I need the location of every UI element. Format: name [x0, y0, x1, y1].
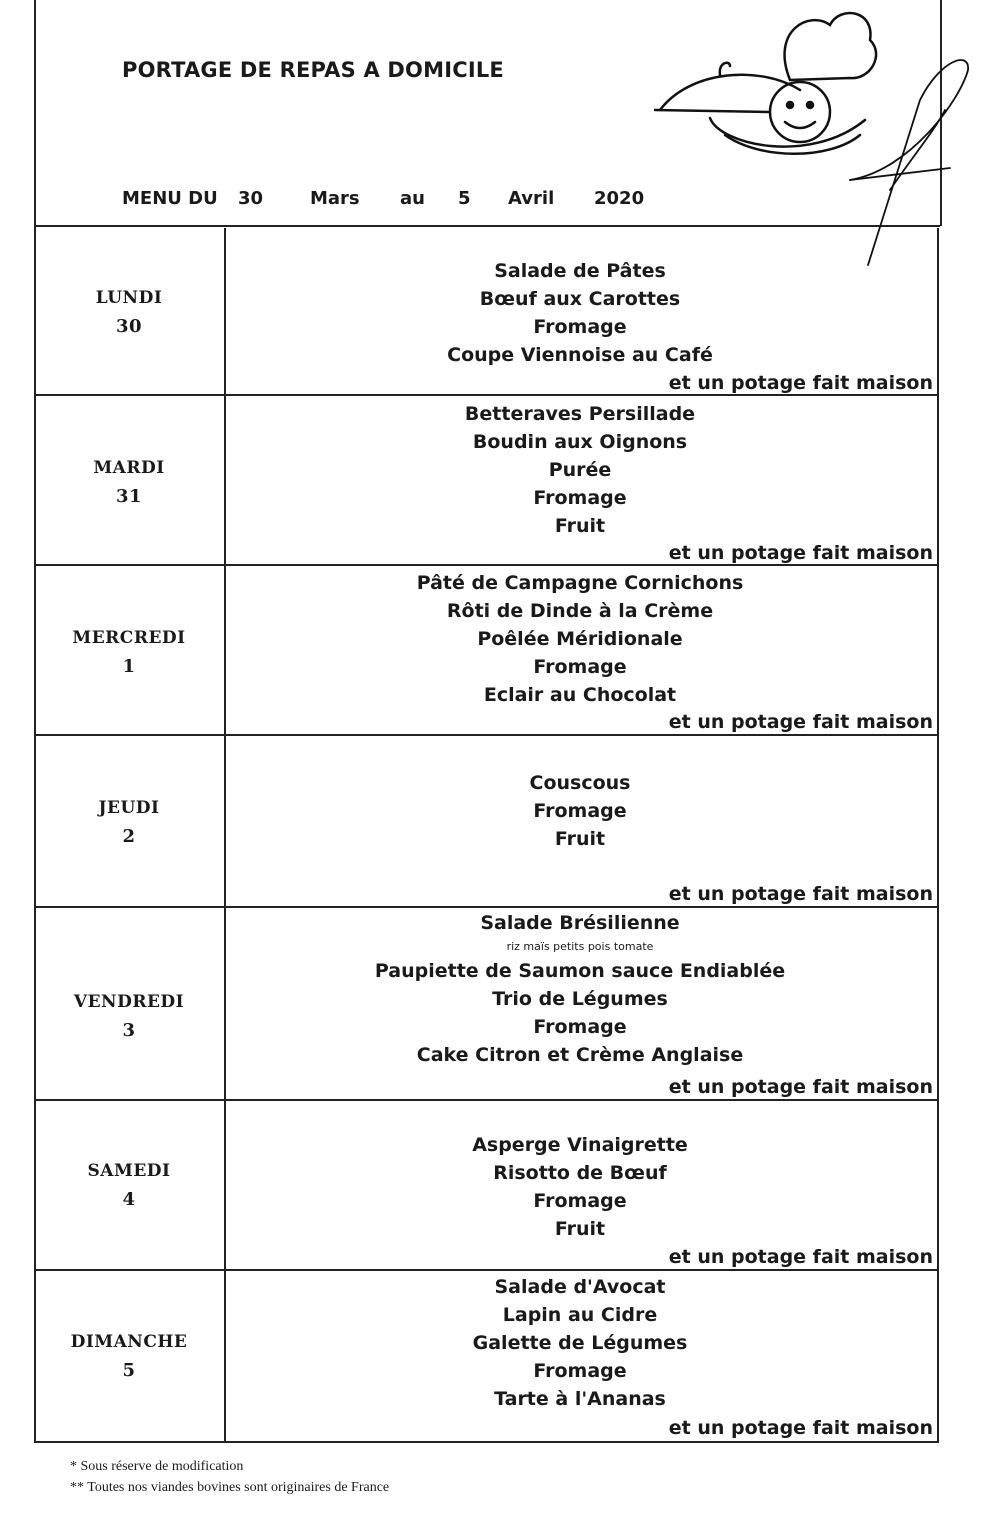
day-number: 1: [122, 656, 136, 677]
row-divider: [224, 228, 226, 396]
day-number: 31: [115, 486, 143, 507]
dish: Salade d'Avocat: [494, 1276, 666, 1298]
dish-list: [227, 769, 933, 853]
potage-note: et un potage fait maison: [668, 711, 933, 733]
dish-note: riz maïs petits pois tomate: [506, 940, 654, 953]
year: 2020: [594, 188, 645, 209]
dish: Fromage: [533, 800, 627, 822]
day-row: [34, 1101, 939, 1271]
day-row: [34, 736, 939, 908]
day-label: [34, 1332, 224, 1381]
dish: Fruit: [554, 515, 606, 537]
day-name: DIMANCHE: [70, 1332, 188, 1352]
day-label: [34, 288, 224, 337]
dish: Galette de Légumes: [472, 1332, 688, 1354]
page-title: PORTAGE DE REPAS A DOMICILE: [122, 58, 504, 82]
dish: Fromage: [533, 1360, 627, 1382]
row-bottom: [34, 1441, 939, 1443]
day-number: 3: [122, 1020, 136, 1041]
day-label: [34, 1161, 224, 1210]
dish: Betteraves Persillade: [464, 403, 696, 425]
dish: Rôti de Dinde à la Crème: [446, 600, 714, 622]
footnotes: [70, 1456, 389, 1498]
day-name: VENDREDI: [73, 992, 185, 1012]
dish: Purée: [548, 459, 612, 481]
row-right: [937, 736, 939, 908]
dish-list: [227, 909, 933, 1069]
dish: Fromage: [533, 1190, 627, 1212]
day-row: [34, 396, 939, 566]
row-divider: [224, 1271, 226, 1443]
day-name: JEUDI: [98, 798, 160, 818]
menu-label: MENU DU: [122, 188, 218, 209]
day-name: SAMEDI: [87, 1161, 171, 1181]
start-month: Mars: [310, 188, 360, 209]
day-row: [34, 566, 939, 736]
potage-note: et un potage fait maison: [668, 372, 933, 394]
row-right: [937, 1101, 939, 1271]
end-month: Avril: [508, 188, 555, 209]
dish: Coupe Viennoise au Café: [447, 344, 713, 366]
row-right: [937, 396, 939, 566]
day-row: [34, 908, 939, 1101]
dish: Cake Citron et Crème Anglaise: [416, 1044, 744, 1066]
potage-note: et un potage fait maison: [668, 542, 933, 564]
dish: Fruit: [554, 828, 606, 850]
dish-list: [227, 257, 933, 369]
row-right: [937, 228, 939, 396]
day-label: [34, 798, 224, 847]
day-label: [34, 992, 224, 1041]
dish: Fruit: [554, 1218, 606, 1240]
dish: Fromage: [533, 316, 627, 338]
potage-note: et un potage fait maison: [668, 883, 933, 905]
connector: au: [400, 188, 425, 209]
row-divider: [224, 1101, 226, 1271]
dish: Paupiette de Saumon sauce Endiablée: [374, 960, 786, 982]
potage-note: et un potage fait maison: [668, 1076, 933, 1098]
dish-list: [227, 400, 933, 540]
dish: Tarte à l'Ananas: [494, 1388, 666, 1410]
day-number: 4: [122, 1189, 136, 1210]
day-number: 30: [115, 316, 143, 337]
row-right: [937, 1271, 939, 1443]
day-label: [34, 628, 224, 677]
day-row: [34, 1271, 939, 1443]
dish: Salade Brésilienne: [480, 912, 680, 934]
row-divider: [224, 908, 226, 1101]
end-day: 5: [458, 188, 471, 209]
row-divider: [224, 396, 226, 566]
dish: Lapin au Cidre: [502, 1304, 658, 1326]
row-divider: [224, 736, 226, 908]
day-number: 2: [122, 826, 136, 847]
dish: Salade de Pâtes: [494, 260, 666, 282]
dish: Fromage: [533, 487, 627, 509]
dish: Bœuf aux Carottes: [479, 288, 681, 310]
dish: Fromage: [533, 656, 627, 678]
row-right: [937, 566, 939, 736]
row-divider: [224, 566, 226, 736]
row-right: [937, 908, 939, 1101]
dish: Trio de Légumes: [492, 988, 668, 1010]
footnote-beef-origin: ** Toutes nos viandes bovines sont originaires de France: [70, 1480, 390, 1495]
potage-note: et un potage fait maison: [668, 1246, 933, 1268]
dish: Asperge Vinaigrette: [472, 1134, 688, 1156]
dish: Eclair au Chocolat: [483, 684, 677, 706]
footnote-modification: * Sous réserve de modification: [70, 1459, 244, 1474]
day-name: MARDI: [93, 458, 165, 478]
dish: Boudin aux Oignons: [472, 431, 688, 453]
dish: Pâté de Campagne Cornichons: [416, 572, 744, 594]
day-number: 5: [122, 1360, 136, 1381]
day-name: LUNDI: [95, 288, 163, 308]
frame-header-bottom: [34, 225, 940, 227]
dish: Poêlée Méridionale: [477, 628, 683, 650]
start-day: 30: [238, 188, 264, 209]
dish-list: [227, 569, 933, 709]
day-row: [34, 228, 939, 396]
dish: Fromage: [533, 1016, 627, 1038]
dish: Risotto de Bœuf: [493, 1162, 667, 1184]
dish-list: [227, 1273, 933, 1413]
dish-list: [227, 1131, 933, 1243]
dish: Couscous: [529, 772, 631, 794]
potage-note: et un potage fait maison: [668, 1417, 933, 1439]
day-name: MERCREDI: [72, 628, 186, 648]
day-label: [34, 458, 224, 507]
